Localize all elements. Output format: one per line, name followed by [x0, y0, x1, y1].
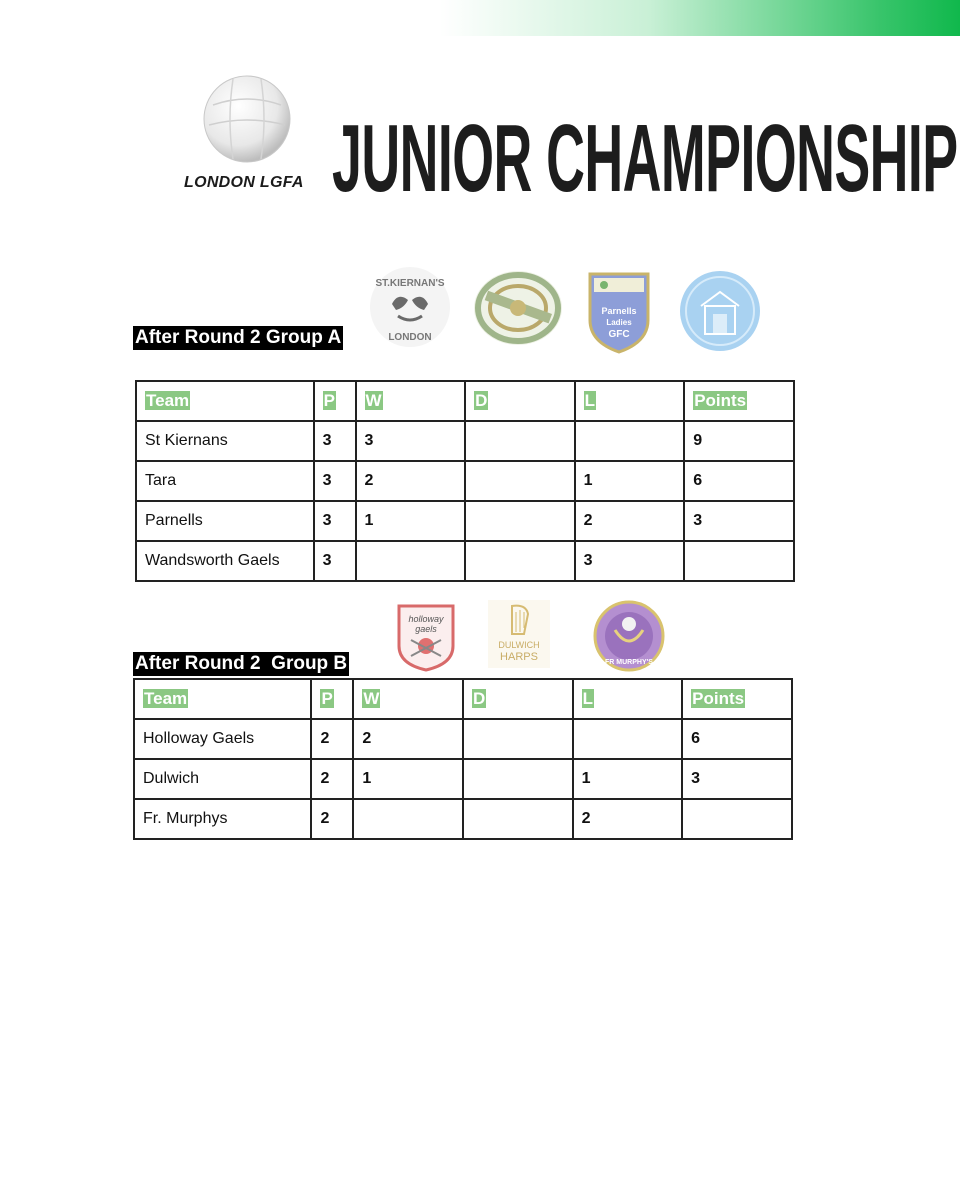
table-row — [136, 421, 794, 461]
won — [356, 541, 466, 581]
team-name: St Kiernans — [136, 421, 314, 461]
fr-murphys-logo — [593, 600, 665, 672]
won: 1 — [356, 501, 466, 541]
drawn — [465, 421, 575, 461]
st-kiernans-logo — [368, 264, 452, 350]
holloway-logo-line1: holloway — [408, 614, 444, 624]
header-lost: L — [582, 689, 593, 708]
dulwich-logo-line1: DULWICH — [498, 640, 540, 650]
wandsworth-gaels-logo — [679, 270, 761, 352]
team-name: Parnells — [136, 501, 314, 541]
won: 2 — [353, 719, 463, 759]
drawn — [465, 461, 575, 501]
points: 6 — [682, 719, 792, 759]
table-row — [134, 719, 792, 759]
points: 6 — [684, 461, 794, 501]
holloway-logo-line2: gaels — [415, 624, 437, 634]
lost — [573, 719, 683, 759]
parnells-logo — [586, 270, 652, 354]
dulwich-harps-logo — [486, 598, 552, 670]
table-row — [136, 541, 794, 581]
header-drawn: D — [475, 391, 488, 410]
lost — [575, 421, 685, 461]
won: 2 — [356, 461, 466, 501]
drawn — [463, 799, 573, 839]
played: 2 — [311, 799, 353, 839]
points — [684, 541, 794, 581]
played: 3 — [314, 461, 356, 501]
header-lost: L — [584, 391, 596, 410]
top-gradient-bar — [440, 0, 960, 36]
st-kiernans-logo-bottom-text: LONDON — [388, 332, 432, 343]
points: 9 — [684, 421, 794, 461]
table-row — [136, 461, 794, 501]
parnells-logo-line1: Parnells — [601, 306, 637, 316]
header-played: P — [323, 391, 335, 410]
header-team: Team — [144, 689, 188, 708]
lost: 2 — [573, 799, 683, 839]
parnells-logo-line3: GFC — [608, 329, 630, 340]
group-a-table — [135, 380, 795, 582]
points: 3 — [684, 501, 794, 541]
group-b-label: After Round 2 Group B — [135, 653, 348, 674]
drawn — [465, 501, 575, 541]
played: 3 — [314, 541, 356, 581]
team-name: Tara — [136, 461, 314, 501]
team-name: Wandsworth Gaels — [136, 541, 314, 581]
won — [353, 799, 463, 839]
team-name: Dulwich — [134, 759, 311, 799]
points — [682, 799, 792, 839]
group-a-label: After Round 2 Group A — [135, 327, 342, 348]
points: 3 — [682, 759, 792, 799]
won: 3 — [356, 421, 466, 461]
tara-logo — [470, 268, 566, 348]
lost: 3 — [575, 541, 685, 581]
parnells-logo-line2: Ladies — [606, 318, 632, 327]
header-team: Team — [146, 391, 190, 410]
won: 1 — [353, 759, 463, 799]
played: 2 — [311, 719, 353, 759]
fr-murphys-logo-text: FR MURPHY'S — [605, 659, 653, 666]
org-label: LONDON LGFA — [184, 174, 304, 191]
dulwich-logo-line2: HARPS — [500, 651, 538, 663]
drawn — [465, 541, 575, 581]
header-won: W — [363, 689, 380, 708]
lost: 1 — [575, 461, 685, 501]
played: 3 — [314, 501, 356, 541]
played: 3 — [314, 421, 356, 461]
table-row — [136, 501, 794, 541]
drawn — [463, 719, 573, 759]
header-points: Points — [692, 689, 745, 708]
header-won: W — [365, 391, 382, 410]
st-kiernans-logo-top-text: ST.KIERNAN'S — [375, 278, 445, 289]
holloway-gaels-logo — [393, 600, 459, 672]
header-drawn: D — [473, 689, 486, 708]
team-name: Fr. Murphys — [134, 799, 311, 839]
team-name: Holloway Gaels — [134, 719, 311, 759]
table-header-row — [134, 679, 792, 719]
football-icon — [203, 75, 291, 163]
table-row — [134, 799, 792, 839]
table-header-row — [136, 381, 794, 421]
header-played: P — [321, 689, 333, 708]
lost: 2 — [575, 501, 685, 541]
header-points: Points — [694, 391, 747, 410]
group-b-table — [133, 678, 793, 840]
lost: 1 — [573, 759, 683, 799]
drawn — [463, 759, 573, 799]
table-row — [134, 759, 792, 799]
played: 2 — [311, 759, 353, 799]
page-title: JUNIOR CHAMPIONSHIP — [332, 105, 958, 212]
